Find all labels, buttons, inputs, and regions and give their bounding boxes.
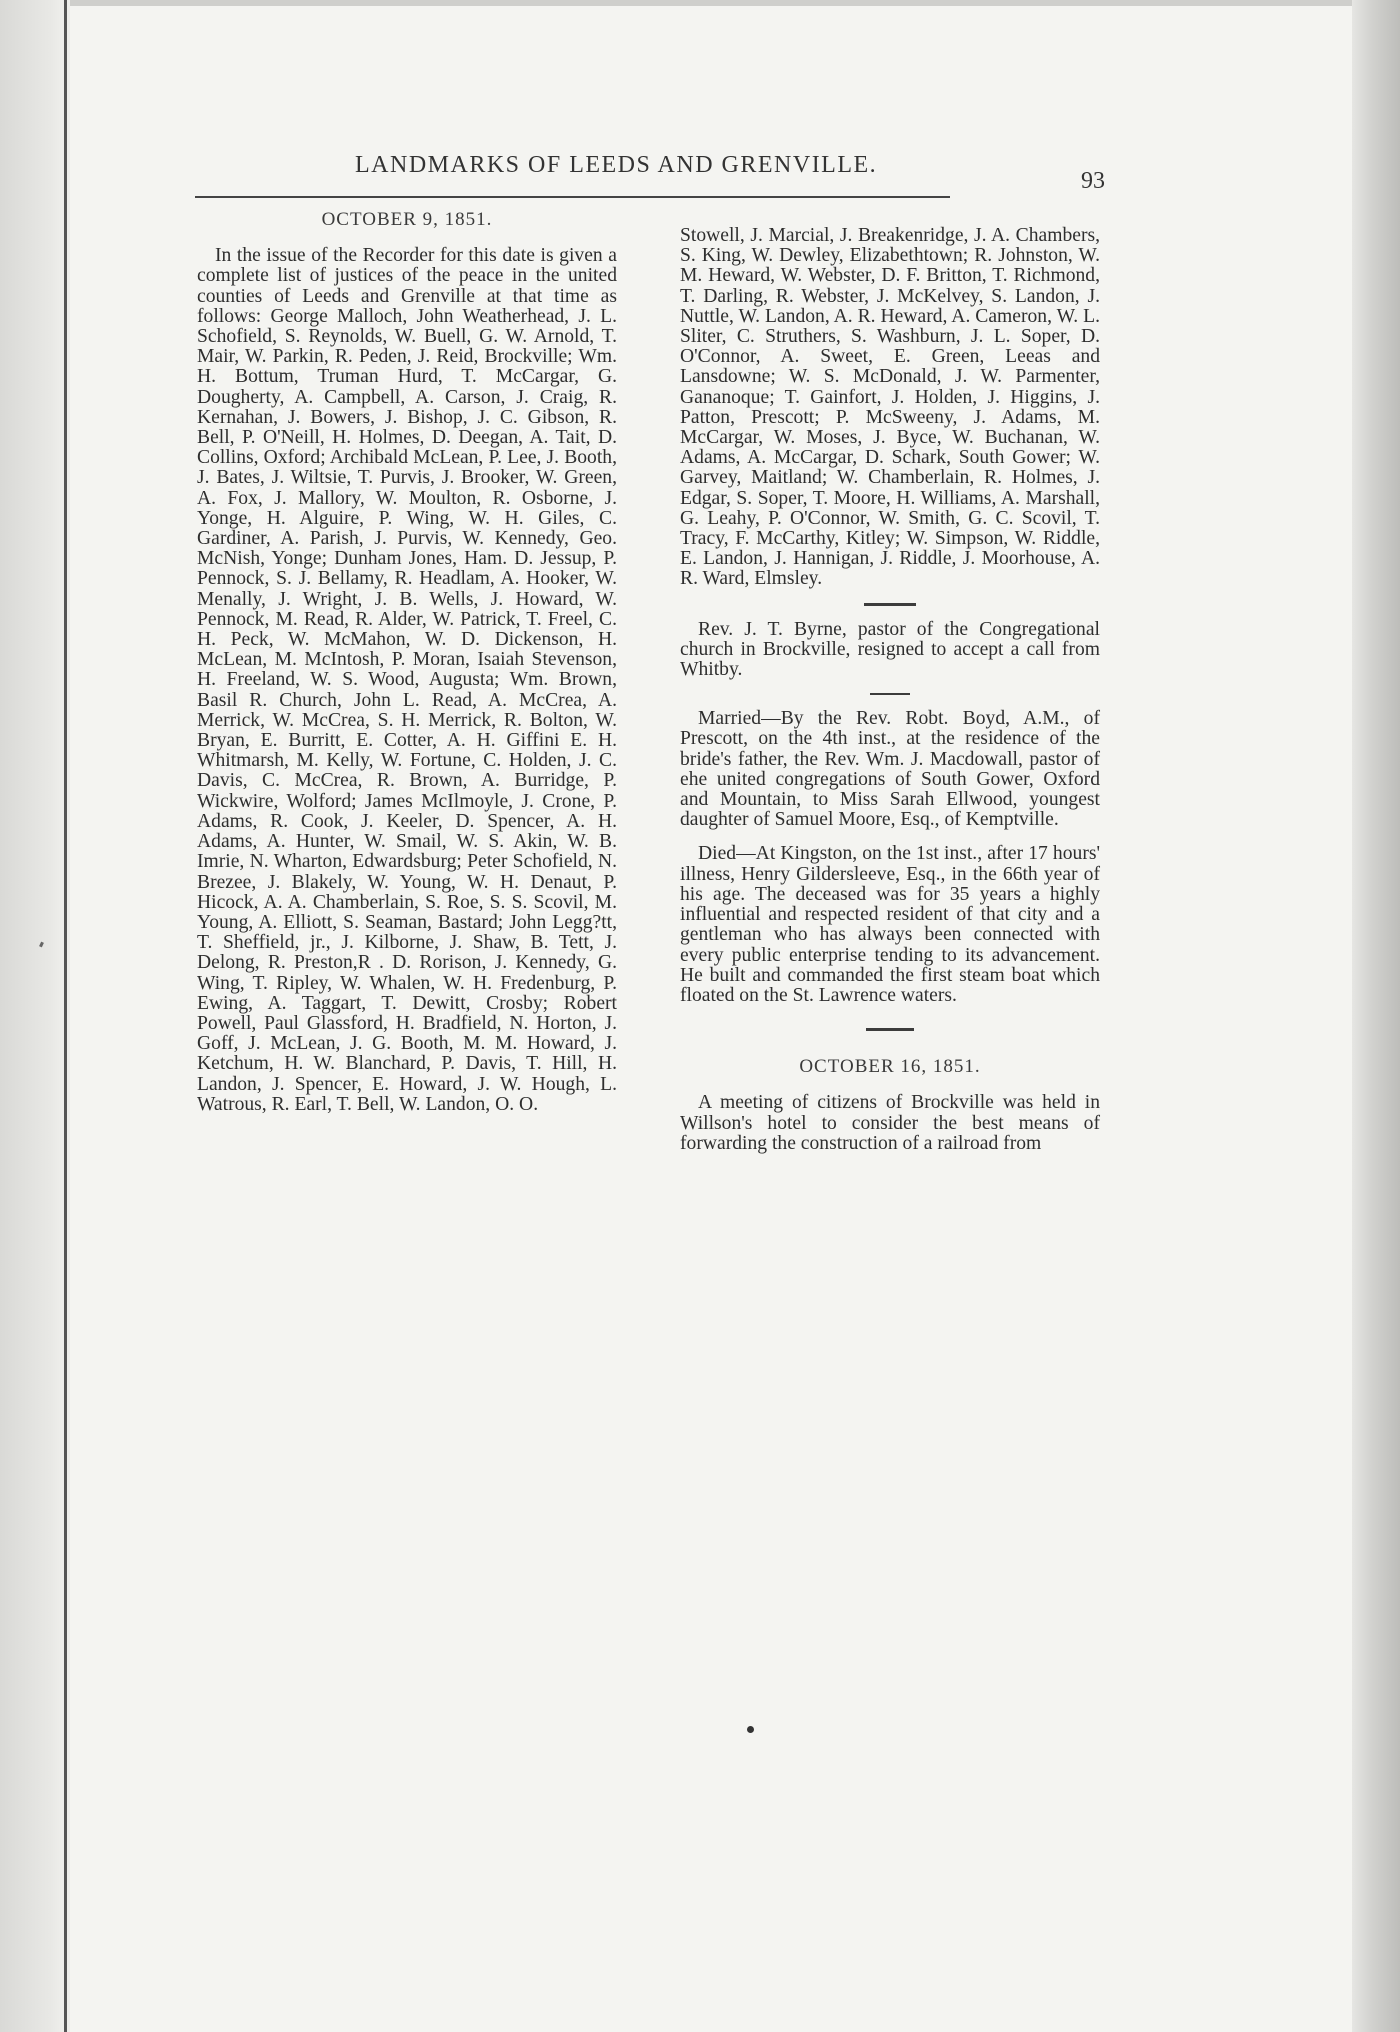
- date-heading-oct-9: OCTOBER 9, 1851.: [321, 209, 493, 230]
- page-right-edge: [1352, 0, 1400, 2032]
- page-number: 93: [1081, 168, 1105, 194]
- page-header: [195, 150, 1105, 196]
- separator-rule: [866, 1028, 914, 1031]
- spacer: [680, 830, 1100, 844]
- separator-rule: [870, 693, 910, 695]
- left-column: [197, 210, 617, 1115]
- footer-dot: [747, 1726, 754, 1733]
- separator-rule: [864, 603, 916, 606]
- meeting-notice: A meeting of citizens of Brockville was held in Willson's hotel to consider the best means of forwarding the construction of a railroad from: [680, 1092, 1100, 1154]
- page-binding-line: [64, 0, 67, 2032]
- page-top-edge: [0, 0, 1400, 6]
- page-gutter: [0, 0, 70, 2032]
- justices-list-paragraph: In the issue of the Recorder for this date is given a complete list of justices of the peace in the united counties of Leeds and Grenville at that time as follows: George Malloch, John Weatherhead, J. L. Schofield, S. Reynolds, W. Buell, G. W. Arnold, T. Mair, W. Parkin, R. Peden, J. Reid, Brockville; Wm. H. Bottum, Truman Hurd, T. McCargar, G. Dougherty, A. Campbell, A. Carson, J. Craig, R. Kernahan, J. Bowers, J. Bishop, J. C. Gibson, R. Bell, P. O'Neill, H. Holmes, D. Deegan, A. Tait, D. Collins, Oxford; Archibald McLean, P. Lee, J. Booth, J. Bates, J. Wiltsie, T. Purvis, J. Brooker, W. Green, A. Fox, J. Mallory, W. Moulton, R. Osborne, J. Yonge, H. Alguire, P. Wing, W. H. Giles, C. Gardiner, A. Parish, J. Purvis, W. Kennedy, Geo. McNish, Yonge; Dunham Jones, Ham. D. Jessup, P. Pennock, S. J. Bellamy, R. Headlam, A. Hooker, W. Menally, J. Wright, J. B. Wells, J. Howard, W. Pennock, M. Read, R. Alder, W. Patrick, T. Freel, C. H. Peck, W. McMahon, W. D. Dickenson, H. McLean, M. McIntosh, P. Moran, Isaiah Stevenson, H. Freeland, W. S. Wood, Augusta; Wm. Brown, Basil R. Church, John L. Read, A. McCrea, A. Merrick, W. McCrea, S. H. Merrick, R. Bolton, W. Bryan, E. Burritt, E. Cotter, A. H. Giffini E. H. Whitmarsh, M. Kelly, W. Fortune, C. Holden, J. C. Davis, C. McCrea, R. Brown, A. Burridge, P. Wickwire, Wolford; James McIlmoyle, J. Crone, P. Adams, R. Cook, J. Keeler, D. Spencer, A. H. Adams, A. Hunter, W. Smail, W. S. Akin, W. B. Imrie, N. Wharton, Edwardsburg; Peter Schofield, N. Brezee, J. Blakely, W. Young, W. H. Denaut, P. Hicock, A. A. Chamberlain, S. Roe, S. S. Scovil, M. Young, A. Elliott, S. Seaman, Bastard; John Legg?tt, T. Sheffield, jr., J. Kilborne, J. Shaw, B. Tett, J. Delong, R. Preston,R . D. Rorison, J. Kennedy, G. Wing, T. Ripley, W. Whalen, W. H. Fredenburg, P. Ewing, A. Taggart, T. Dewitt, Crosby; Robert Powell, Paul Glassford, H. Bradfield, N. Horton, J. Goff, J. McLean, J. G. Booth, M. M. Howard, J. Ketchum, H. W. Blanchard, P. Davis, T. Hill, H. Landon, J. Spencer, E. Howard, J. W. Hough, L. Watrous, R. Earl, T. Bell, W. Landon, O. O.: [197, 245, 617, 1115]
- death-notice: Died—At Kingston, on the 1st inst., after 17 hours' illness, Henry Gildersleeve, Esq., in the 66th year of his age. The deceased was for 35 years a highly influential and respected resident of that city and a gentleman who has always been connected with every public enterprise tending to its advancement. He built and commanded the first steam boat which floated on the St. Lawrence waters.: [680, 843, 1100, 1006]
- header-rule: [195, 196, 950, 198]
- marriage-notice: Married—By the Rev. Robt. Boyd, A.M., of Prescott, on the 4th inst., at the residence of the bride's father, the Rev. Wm. J. Macdowall, pastor of ehe united congregations of South Gower, Oxford and Mountain, to Miss Sarah Ellwood, youngest daughter of Samuel Moore, Esq., of Kemptville.: [680, 708, 1100, 831]
- right-column: [680, 226, 1100, 1154]
- byrne-notice: Rev. J. T. Byrne, pastor of the Congregational church in Brockville, resigned to accept a call from Whitby.: [680, 618, 1100, 681]
- justices-list-continuation: Stowell, J. Marcial, J. Breakenridge, J. A. Chambers, S. King, W. Dewley, Elizabethtown; R. Johnston, W. M. Heward, W. Webster, D. F. Britton, T. Richmond, T. Darling, R. Webster, J. McKelvey, S. Landon, J. Nuttle, W. Landon, A. R. Heward, A. Cameron, W. L. Sliter, C. Struthers, S. Washburn, J. L. Soper, D. O'Connor, A. Sweet, E. Green, Leeas and Lansdowne; W. S. McDonald, J. W. Parmenter, Gananoque; T. Gainfort, J. Holden, J. Higgins, J. Patton, Prescott; P. McSweeny, J. Adams, M. McCargar, W. Moses, J. Byce, W. Buchanan, W. Adams, A. McCargar, D. Schark, South Gower; W. Garvey, Maitland; W. Chamberlain, R. Holmes, J. Edgar, S. Soper, T. Moore, H. Williams, A. Marshall, G. Leahy, P. O'Connor, W. Smith, G. C. Scovil, T. Tracy, F. McCarthy, Kitley; W. Simpson, W. Riddle, E. Landon, J. Hannigan, J. Riddle, J. Moorhouse, A. R. Ward, Elmsley.: [680, 225, 1100, 590]
- running-title: LANDMARKS OF LEEDS AND GRENVILLE.: [355, 152, 878, 178]
- date-heading-oct-16: OCTOBER 16, 1851.: [799, 1056, 981, 1078]
